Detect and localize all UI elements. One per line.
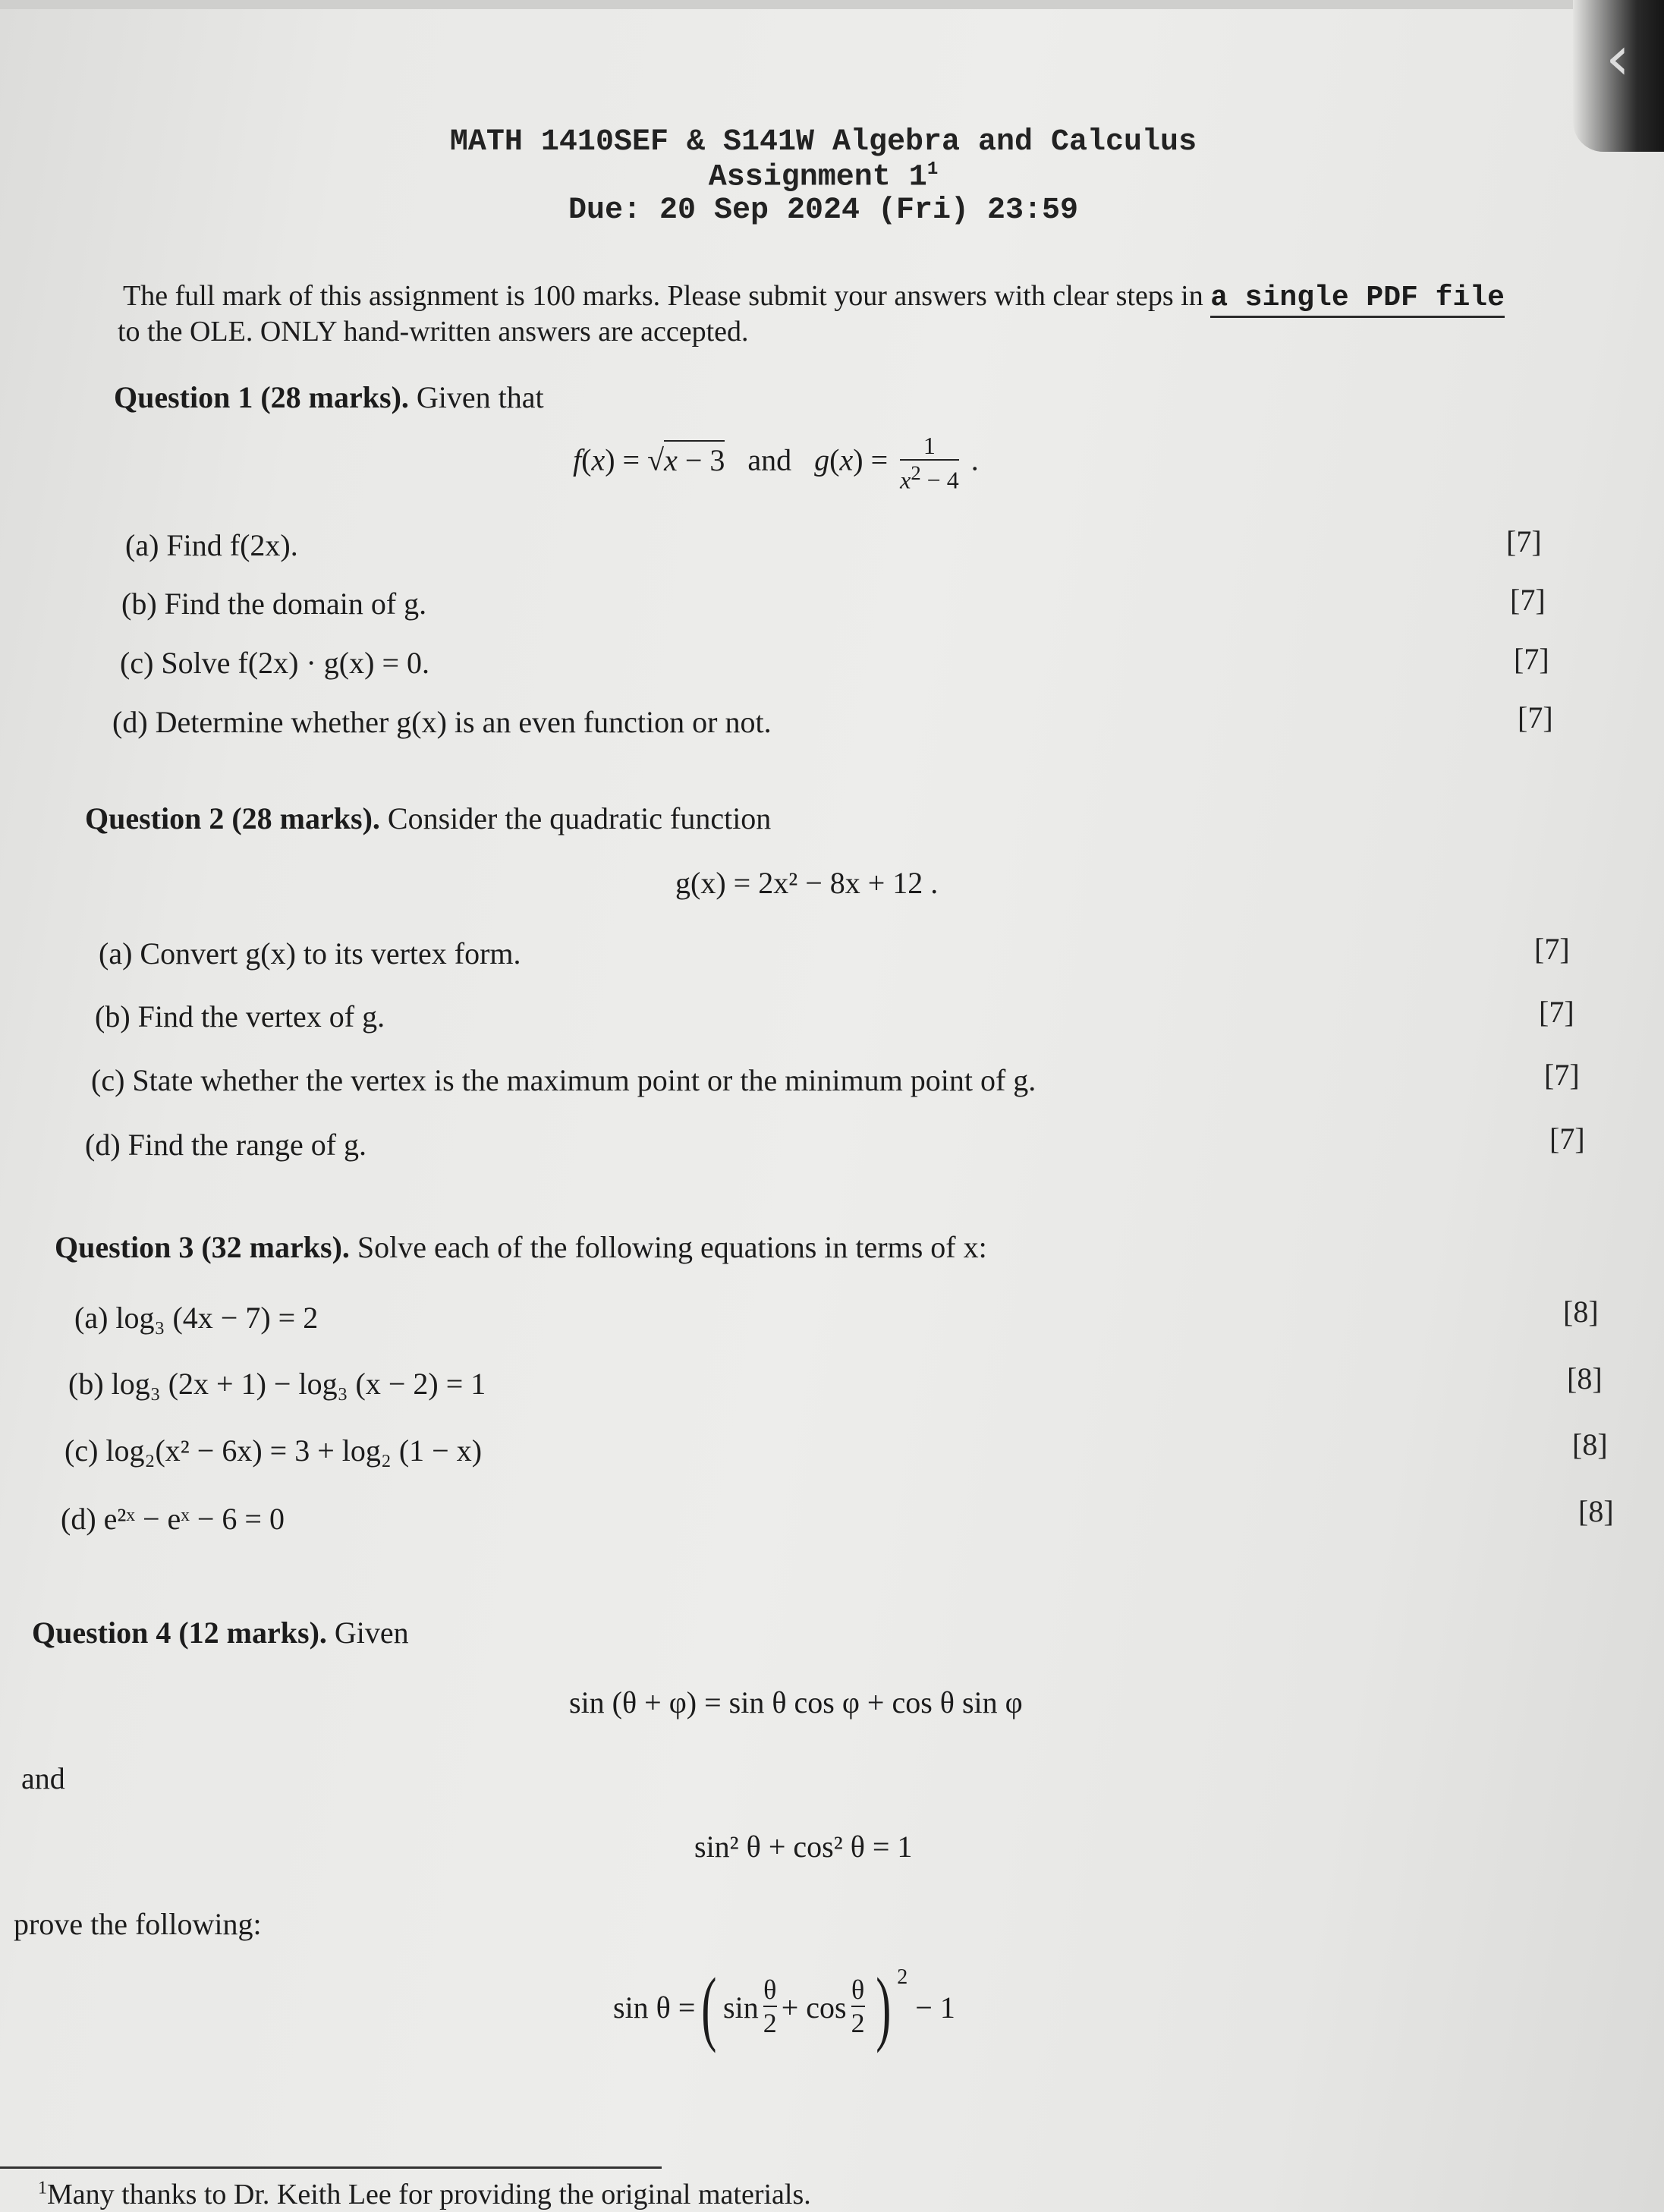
q4-and: and <box>21 1761 65 1795</box>
q1-part-d: (d) Determine whether g(x) is an even function or not. <box>112 705 772 739</box>
footnote-rule <box>0 2166 662 2169</box>
q2-part-c: (c) State whether the vertex is the maximum point or the minimum point of g. <box>91 1063 1036 1097</box>
q3-part-a: (a) log₃ (4x − 7) = 2 <box>74 1301 319 1335</box>
q2-equation: g(x) = 2x² − 8x + 12 . <box>675 866 939 900</box>
q3-mark-b: [8] <box>1567 1361 1603 1395</box>
q3-part-c: (c) log₂(x² − 6x) = 3 + log₂ (1 − x) <box>64 1433 483 1468</box>
chevron-left-icon[interactable]: ‹ <box>1606 23 1630 93</box>
q1-mark-b: [7] <box>1510 583 1546 617</box>
q3-part-d: (d) e²ˣ − eˣ − 6 = 0 <box>61 1502 285 1536</box>
assignment-title: Assignment $1^1$ <box>708 159 939 195</box>
q2-part-a: (a) Convert g(x) to its vertex form. <box>99 936 521 971</box>
q1-mark-a: [7] <box>1506 524 1542 559</box>
footnote: $^1$Many thanks to Dr. Keith Lee for providing the original materials. <box>38 2178 811 2210</box>
q3-heading: Question 3 (32 marks). Solve each of the following equations in terms of x: <box>55 1230 987 1264</box>
q1-functions: f(x) = √x − 3 and g(x) = $\frac{1}{x^2 - 4}$ . <box>573 432 979 494</box>
q2-mark-d: [7] <box>1549 1122 1585 1156</box>
intro-line-1: The full mark of this assignment is 100 marks. Please submit your answers with clear steps in a single PDF file <box>123 279 1505 314</box>
q3-part-b: (b) log₃ (2x + 1) − log₃ (x − 2) = 1 <box>68 1367 486 1401</box>
q4-identity-1: sin (θ + φ) = sin θ cos φ + cos θ sin φ <box>569 1685 1023 1720</box>
q2-mark-a: [7] <box>1534 932 1570 966</box>
q4-identity-2: sin² θ + cos² θ = 1 <box>694 1830 913 1864</box>
q3-mark-a: [8] <box>1563 1295 1599 1329</box>
q4-prove-lead: prove the following: <box>14 1907 262 1941</box>
q2-mark-c: [7] <box>1544 1058 1580 1092</box>
q1-part-b: (b) Find the domain of g. <box>121 587 427 621</box>
q3-mark-c: [8] <box>1572 1427 1608 1462</box>
q2-mark-b: [7] <box>1539 995 1574 1029</box>
course-title: MATH 1410SEF & S141W Algebra and Calculus <box>449 125 1197 159</box>
single-pdf-emphasis: a single PDF file <box>1210 282 1505 318</box>
due-date: Due: 20 Sep 2024 (Fri) 23:59 <box>568 194 1079 228</box>
q2-part-b: (b) Find the vertex of g. <box>95 999 385 1034</box>
q1-heading: Question 1 (28 marks). Given that <box>114 380 544 414</box>
q4-heading: Question 4 (12 marks). Given <box>32 1616 409 1650</box>
q1-mark-d: [7] <box>1518 700 1553 735</box>
q1-part-a: (a) Find f(2x). <box>125 528 298 562</box>
q2-part-d: (d) Find the range of g. <box>85 1128 367 1162</box>
q3-mark-d: [8] <box>1578 1494 1614 1528</box>
q2-heading: Question 2 (28 marks). Consider the quadratic function <box>85 801 772 835</box>
q1-mark-c: [7] <box>1514 642 1549 676</box>
top-edge <box>0 0 1664 9</box>
intro-line-2: to the OLE. ONLY hand-written answers are accepted. <box>118 316 749 348</box>
q1-part-c: (c) Solve f(2x) · g(x) = 0. <box>120 646 429 680</box>
q4-target-identity: sin θ = ( sin $\frac{\theta}{2}$ + cos $\frac{\theta}{2}$ ) $^2$ − 1 <box>613 1961 955 2053</box>
